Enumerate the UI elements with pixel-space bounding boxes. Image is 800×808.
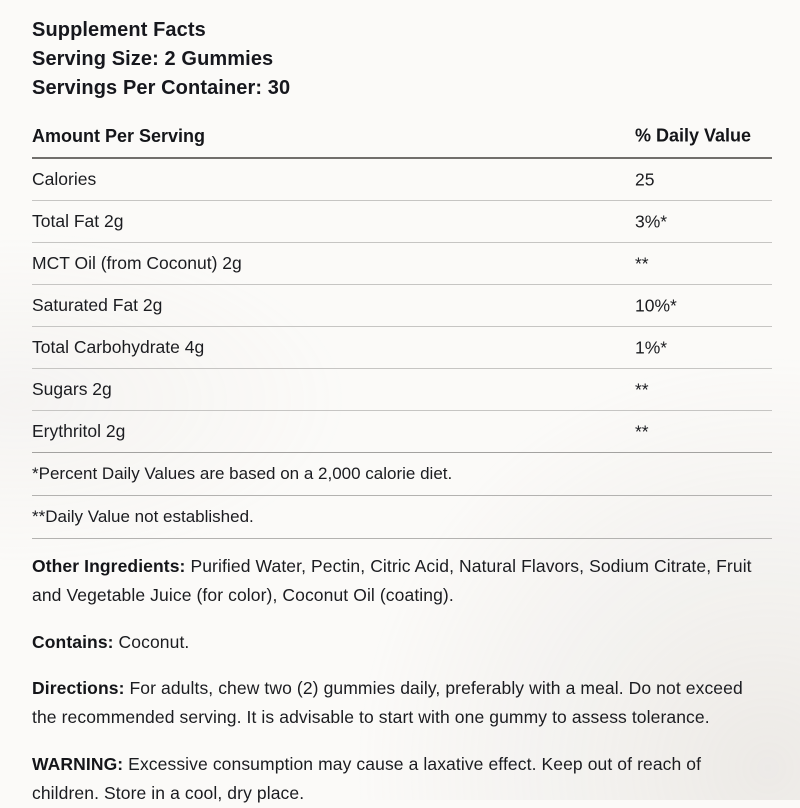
other-ingredients-text: Purified Water, Pectin, Citric Acid, Natural Flavors, Sodium Citrate, Fruit and Vegetable Juice (for color), Coconut Oil (coating). xyxy=(32,556,752,605)
serving-size: Serving Size: 2 Gummies xyxy=(32,48,274,70)
nutrient-value: 25 xyxy=(635,169,655,189)
footnote-daily-value-basis xyxy=(32,453,772,496)
contains-label: Contains: xyxy=(32,631,114,652)
nutrient-value: ** xyxy=(635,253,649,273)
contains-section xyxy=(32,628,772,657)
column-amount-per-serving: Amount Per Serving xyxy=(32,125,206,146)
table-row xyxy=(32,411,772,453)
label-header xyxy=(32,16,772,103)
table-row xyxy=(32,201,772,243)
table-row xyxy=(32,327,772,369)
nutrient-label: MCT Oil (from Coconut) 2g xyxy=(32,253,242,273)
nutrient-label: Total Fat 2g xyxy=(32,211,124,231)
nutrient-label: Calories xyxy=(32,169,97,189)
nutrient-value: 1%* xyxy=(635,337,668,357)
servings-per-container: Servings Per Container: 30 xyxy=(32,77,291,99)
nutrient-label: Erythritol 2g xyxy=(32,421,126,441)
nutrient-value: ** xyxy=(635,421,649,441)
table-header-row xyxy=(32,115,772,159)
other-ingredients-label: Other Ingredients: xyxy=(32,556,186,576)
footnote-text: *Percent Daily Values are based on a 2,000 calorie diet. xyxy=(32,464,453,483)
footnote-not-established xyxy=(32,496,772,539)
directions-text: For adults, chew two (2) gummies daily, preferably with a meal. Do not exceed the recommended serving. It is advisable to start with one gummy to assess tolerance. xyxy=(32,678,743,727)
facts-table xyxy=(32,115,772,539)
column-daily-value: % Daily Value xyxy=(635,125,752,146)
nutrient-value: 3%* xyxy=(635,211,668,231)
warning-section xyxy=(32,750,772,808)
nutrient-label: Sugars 2g xyxy=(32,379,112,399)
nutrient-value: ** xyxy=(635,379,649,399)
nutrient-value: 10%* xyxy=(635,295,677,315)
directions-section xyxy=(32,674,772,732)
nutrient-label: Saturated Fat 2g xyxy=(32,295,163,315)
panel-title: Supplement Facts xyxy=(32,19,206,41)
table-row xyxy=(32,243,772,285)
nutrient-label: Total Carbohydrate 4g xyxy=(32,337,205,357)
other-ingredients-section xyxy=(32,552,772,610)
table-row xyxy=(32,285,772,327)
warning-text: Excessive consumption may cause a laxative effect. Keep out of reach of children. Store in a cool, dry place. xyxy=(32,753,702,803)
table-row xyxy=(32,159,772,201)
contains-text: Coconut. xyxy=(113,631,190,652)
footnote-text: **Daily Value not established. xyxy=(32,507,254,526)
directions-label: Directions: xyxy=(32,678,125,698)
warning-label: WARNING: xyxy=(32,753,124,774)
table-row xyxy=(32,369,772,411)
